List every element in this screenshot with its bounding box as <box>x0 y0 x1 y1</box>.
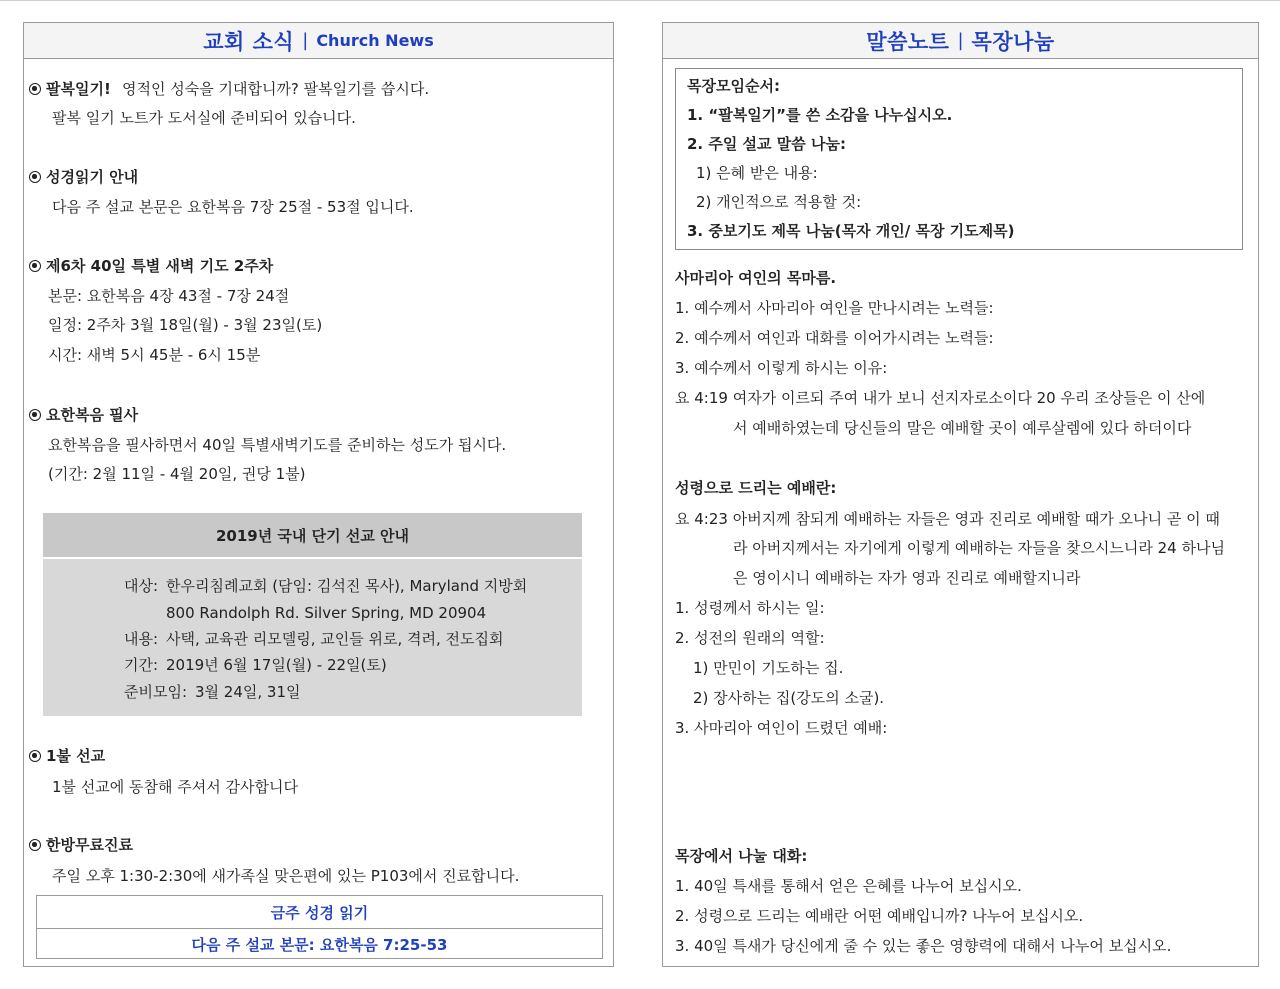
church-news-title-en: Church News <box>316 31 434 50</box>
news-item-line: 팔복 일기 노트가 도서실에 준비되어 있습니다. <box>52 109 356 127</box>
church-news-panel <box>23 22 614 967</box>
church-news-title-ko: 교회 소식 <box>203 29 295 54</box>
worship-title: 성령으로 드리는 예배란: <box>675 479 837 497</box>
meeting-order-title: 목장모임순서: <box>687 77 780 95</box>
bullet-target-icon <box>29 839 41 851</box>
sermon-note-panel <box>662 22 1259 967</box>
worship-verse-cont: 은 영이시니 예배하는 자가 영과 진리로 예배할지니라 <box>733 569 1081 587</box>
samaritan-verse-cont: 서 예배하였는데 당신들의 말은 예배할 곳이 예루살렘에 있다 하더이다 <box>733 419 1192 437</box>
samaritan-item: 2. 예수께서 여인과 대화를 이어가시려는 노력들: <box>675 329 994 347</box>
weekly-reading-title: 금주 성경 읽기 <box>270 903 369 922</box>
news-item-line: 주일 오후 1:30-2:30에 새가족실 맞은편에 있는 P103에서 진료합니다. <box>52 867 520 885</box>
news-item-line: 본문: 요한복음 4장 43절 - 7장 24절 <box>48 287 290 305</box>
worship-subitem: 1) 만민이 기도하는 집. <box>693 659 844 677</box>
mission-content-label: 내용: <box>124 630 159 648</box>
samaritan-verse: 요 4:19 여자가 이르되 주여 내가 보니 선지자로소이다 20 우리 조상들은 이 산에 <box>675 389 1206 407</box>
meeting-order-subitem: 2) 개인적으로 적용할 것: <box>696 193 862 211</box>
bullet-target-icon <box>29 83 41 95</box>
worship-item: 2. 성전의 원래의 역할: <box>675 629 825 647</box>
mission-prep-value: 3월 24일, 31일 <box>195 683 301 701</box>
samaritan-item: 3. 예수께서 이렇게 하시는 이유: <box>675 359 888 377</box>
news-item-title: 요한복음 필사 <box>29 405 138 425</box>
mission-address: 800 Randolph Rd. Silver Spring, MD 20904 <box>166 604 487 622</box>
bullet-target-icon <box>29 171 41 183</box>
worship-verse: 요 4:23 아버지께 참되게 예배하는 자들은 영과 진리로 예배할 때가 오나니 곧 이 때 <box>675 510 1220 528</box>
meeting-order-item: 3. 중보기도 제목 나눔(목자 개인/ 목장 기도제목) <box>687 222 1015 240</box>
meeting-order-box <box>675 68 1243 250</box>
meeting-order-subitem: 1) 은혜 받은 내용: <box>696 164 818 182</box>
talk-item: 2. 성령으로 드리는 예배란 어떤 예배입니까? 나누어 보십시오. <box>675 907 1084 925</box>
mission-target-value: 한우리침례교회 (담임: 김석진 목사), Maryland 지방회 <box>166 577 528 595</box>
news-item-title: 성경읽기 안내 <box>29 167 138 187</box>
samaritan-title: 사마리아 여인의 목마름. <box>675 269 837 287</box>
talk-title: 목장에서 나눌 대화: <box>675 847 808 865</box>
header-divider: | <box>957 30 964 51</box>
mission-period-label: 기간: <box>124 656 159 674</box>
bullet-target-icon <box>29 260 41 272</box>
next-sermon-text: 다음 주 설교 본문: 요한복음 7:25-53 <box>37 928 602 960</box>
mission-title: 2019년 국내 단기 선교 안내 <box>43 513 582 559</box>
bible-reading-box <box>36 895 603 959</box>
mission-target-label: 대상: <box>124 577 159 595</box>
news-item-line: 일정: 2주차 3월 18일(월) - 3월 23일(토) <box>48 316 323 334</box>
samaritan-item: 1. 예수께서 사마리아 여인을 만나시려는 노력들: <box>675 299 994 317</box>
worship-item: 3. 사마리아 여인이 드렸던 예배: <box>675 719 888 737</box>
group-sharing-title: 목장나눔 <box>971 29 1055 54</box>
mission-content-value: 사택, 교육관 리모델링, 교인들 위로, 격려, 전도집회 <box>166 630 504 648</box>
news-item-title: 제6차 40일 특별 새벽 기도 2주차 <box>29 256 273 276</box>
worship-subitem: 2) 장사하는 집(강도의 소굴). <box>693 689 885 707</box>
news-item-title: 한방무료진료 <box>29 835 133 855</box>
sermon-note-header <box>663 23 1258 59</box>
news-item-line: 1불 선교에 동참해 주셔서 감사합니다 <box>52 778 298 796</box>
mission-info-box <box>43 513 582 716</box>
mission-prep-label: 준비모임: <box>124 683 188 701</box>
meeting-order-item: 2. 주일 설교 말씀 나눔: <box>687 135 846 153</box>
news-item-line: (기간: 2월 11일 - 4월 20일, 권당 1불) <box>48 465 306 483</box>
worship-item: 1. 성령께서 하시는 일: <box>675 599 825 617</box>
bullet-target-icon <box>29 409 41 421</box>
church-news-header <box>24 23 613 59</box>
talk-item: 3. 40일 특새가 당신에게 줄 수 있는 좋은 영향력에 대해서 나누어 보십시오. <box>675 937 1172 955</box>
worship-verse-cont: 라 아버지께서는 자기에게 이렇게 예배하는 자들을 찾으시느니라 24 하나님 <box>733 539 1225 557</box>
talk-item: 1. 40일 특새를 통해서 얻은 은혜를 나누어 보십시오. <box>675 877 1022 895</box>
sermon-note-title: 말씀노트 <box>866 29 950 54</box>
news-item-title: 1불 선교 <box>29 746 105 766</box>
top-rule <box>0 0 1280 1</box>
meeting-order-item: 1. “팔복일기”를 쓴 소감을 나누십시오. <box>687 106 953 124</box>
header-divider: | <box>302 30 309 51</box>
bullet-target-icon <box>29 750 41 762</box>
news-item-line: 영적인 성숙을 기대합니까? 팔복일기를 씁시다. <box>122 80 430 98</box>
mission-period-value: 2019년 6월 17일(월) - 22일(토) <box>166 656 387 674</box>
news-item-line: 다음 주 설교 본문은 요한복음 7장 25절 - 53절 입니다. <box>52 198 414 216</box>
news-item-line: 시간: 새벽 5시 45분 - 6시 15분 <box>48 346 261 364</box>
news-item-line: 요한복음을 필사하면서 40일 특별새벽기도를 준비하는 성도가 됩시다. <box>48 436 507 454</box>
news-item-title: 팔복일기! <box>29 79 111 99</box>
